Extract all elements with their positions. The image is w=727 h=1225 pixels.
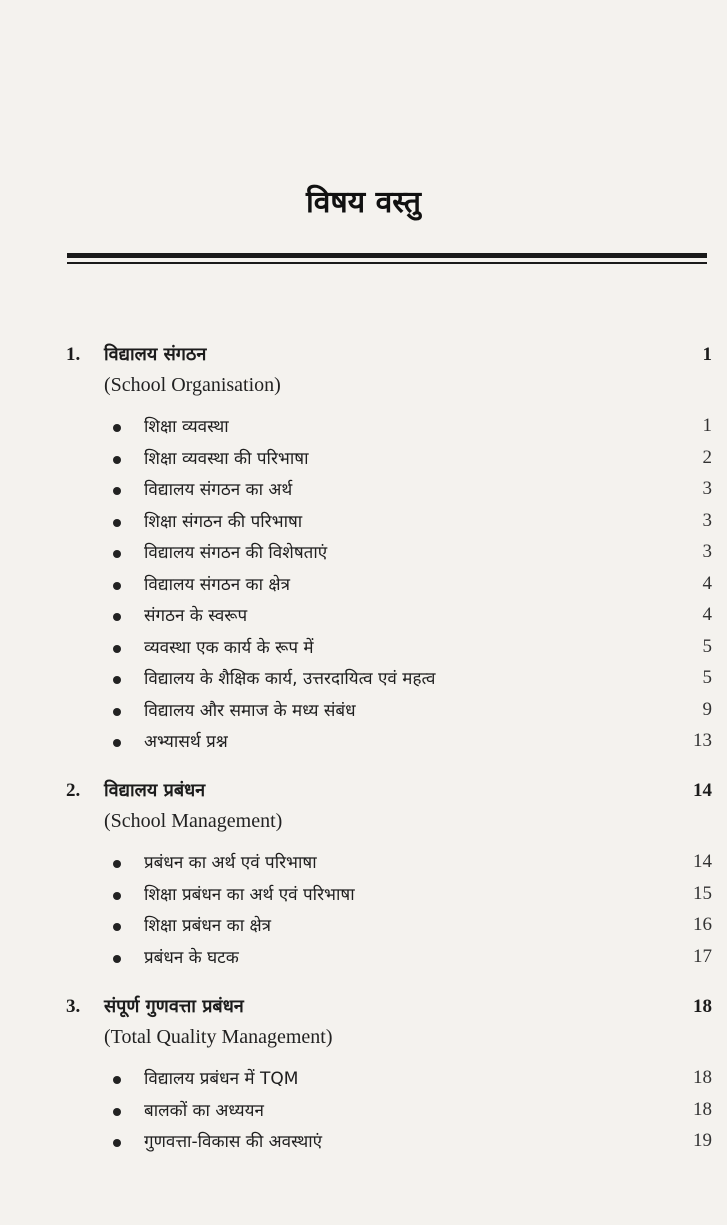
topic-page: 1 [702,415,712,436]
bullet-icon [113,955,121,963]
bullet-icon [113,1076,121,1084]
topic-label: अभ्यासर्थ प्रश्न [144,732,228,752]
chapter-1 [66,344,712,761]
topic-page: 4 [702,572,712,594]
topic-page: 18 [693,1067,712,1088]
topic-item [66,603,712,635]
title-rule-thick [67,253,707,258]
topic-item [66,945,712,977]
bullet-icon [113,860,121,868]
topic-label: बालकों का अध्ययन [144,1100,264,1121]
chapter-3 [66,996,712,1161]
topic-label: संगठन के स्वरूप [144,606,248,626]
topic-label: शिक्षा प्रबंधन का क्षेत्र [144,916,272,936]
topic-page: 19 [693,1130,712,1151]
bullet-icon [113,892,121,900]
topic-list [66,1066,712,1161]
topic-page: 3 [702,478,712,499]
bullet-icon [113,456,121,464]
topic-list [66,414,712,761]
topic-list [66,850,712,976]
chapter-number: 2. [66,780,81,801]
topic-item [66,414,712,446]
topic-label: शिक्षा प्रबंधन का अर्थ एवं परिभाषा [144,884,355,905]
bullet-icon [113,739,121,747]
chapter-title: संपूर्ण गुणवत्ता प्रबंधन [104,996,244,1017]
topic-page: 3 [702,509,712,531]
chapter-title: विद्यालय संगठन [104,344,207,365]
topic-item [66,666,712,698]
topic-item [66,698,712,730]
bullet-icon [113,923,121,931]
bullet-icon [113,613,121,621]
topic-page: 3 [702,541,712,562]
topic-page: 14 [693,851,712,872]
topic-label: शिक्षा व्यवस्था की परिभाषा [144,448,309,469]
chapter-page: 14 [693,780,712,801]
bullet-icon [113,487,121,495]
bullet-icon [113,1108,121,1116]
topic-page: 17 [693,945,712,967]
title-rule-thin [67,262,707,264]
topic-page: 4 [702,604,712,625]
topic-item [66,1098,712,1130]
topic-item [66,572,712,604]
topic-label: विद्यालय संगठन का क्षेत्र [144,574,290,595]
topic-page: 13 [693,730,712,751]
topic-item [66,477,712,509]
bullet-icon [113,550,121,558]
bullet-icon [113,645,121,653]
chapter-number: 1. [66,344,81,365]
topic-label: शिक्षा व्यवस्था [144,417,229,437]
topic-item [66,1129,712,1161]
bullet-icon [113,519,121,527]
bullet-icon [113,582,121,590]
topic-label: विद्यालय संगठन का अर्थ [144,480,293,500]
topic-page: 16 [693,914,712,935]
chapter-subtitle: (School Organisation) [104,374,281,396]
topic-page: 18 [693,1098,712,1120]
bullet-icon [113,708,121,716]
topic-label: प्रबंधन का अर्थ एवं परिभाषा [144,853,317,873]
chapter-subtitle: (School Management) [104,810,283,832]
topic-item [66,509,712,541]
topic-label: प्रबंधन के घटक [144,947,239,968]
topic-item [66,446,712,478]
topic-label: व्यवस्था एक कार्य के रूप में [144,637,314,658]
topic-page: 5 [702,667,712,688]
topic-page: 15 [693,882,712,904]
chapter-2 [66,780,712,976]
topic-label: विद्यालय के शैक्षिक कार्य, उत्तरदायित्व एवं महत्व [144,669,436,689]
topic-item [66,540,712,572]
topic-item [66,1066,712,1098]
bullet-icon [113,676,121,684]
bullet-icon [113,424,121,432]
topic-item [66,635,712,667]
chapter-page: 1 [702,344,712,365]
chapter-subtitle: (Total Quality Management) [104,1026,333,1048]
topic-label: विद्यालय संगठन की विशेषताएं [144,543,328,563]
topic-label: गुणवत्ता-विकास की अवस्थाएं [144,1132,323,1152]
page-title: विषय वस्तु [305,185,422,220]
chapter-number: 3. [66,996,81,1017]
topic-label: शिक्षा संगठन की परिभाषा [144,511,303,532]
topic-page: 5 [702,635,712,657]
topic-label: विद्यालय और समाज के मध्य संबंध [144,700,356,721]
topic-item [66,850,712,882]
topic-page: 9 [702,698,712,720]
chapter-page: 18 [693,996,712,1017]
topic-item [66,729,712,761]
topic-item [66,882,712,914]
bullet-icon [113,1139,121,1147]
topic-item [66,913,712,945]
topic-label: विद्यालय प्रबंधन में TQM [144,1069,299,1089]
chapter-title: विद्यालय प्रबंधन [104,780,206,801]
topic-page: 2 [702,446,712,468]
